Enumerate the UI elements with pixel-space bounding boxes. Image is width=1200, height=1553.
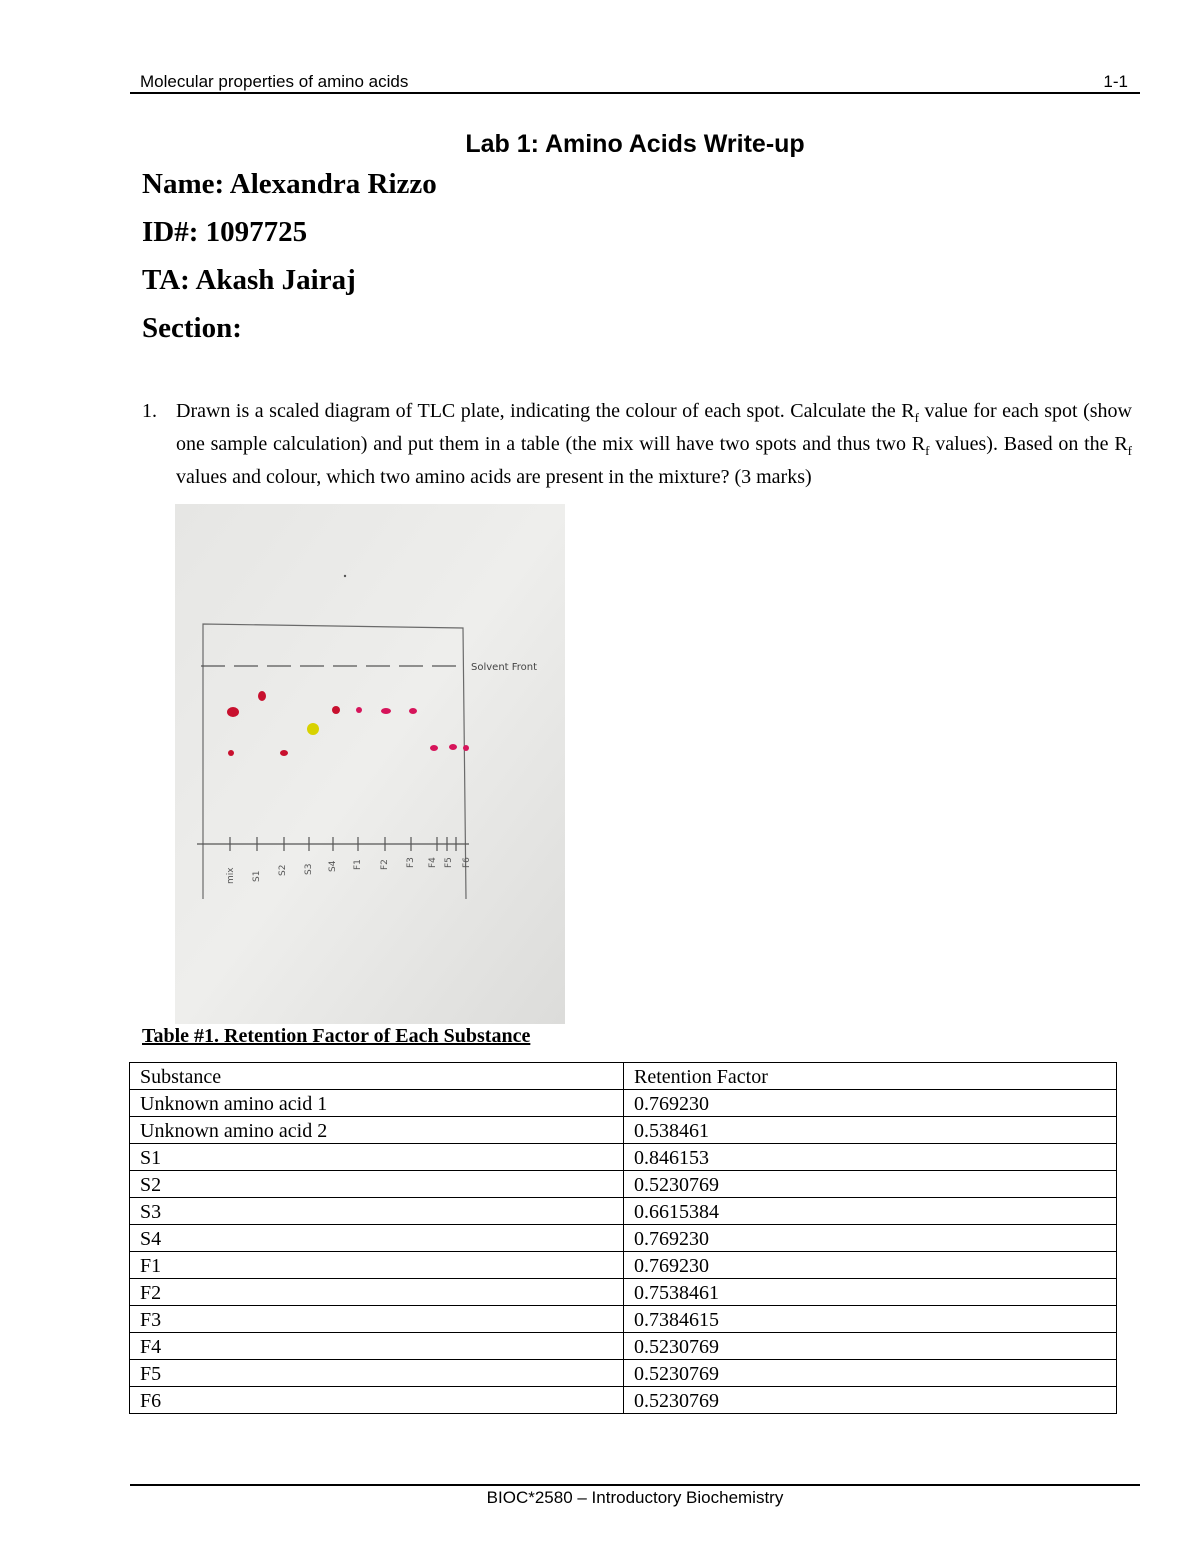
rf-cell: 0.7538461 [624,1279,1117,1306]
rf-cell: 0.7384615 [624,1306,1117,1333]
spot-mix-2 [228,750,234,756]
section-label: Section: [142,312,242,344]
substance-cell: S3 [130,1198,624,1225]
spot-s4 [332,706,340,714]
header-course-topic: Molecular properties of amino acids [140,72,409,91]
spot-f3 [409,708,417,714]
substance-cell: Unknown amino acid 2 [130,1117,624,1144]
table-row [130,1333,1117,1360]
table-row [130,1171,1117,1198]
lane-label-f5: F5 [444,857,454,868]
spot-f4 [430,745,438,751]
spot-f1 [356,707,362,713]
spot-f6 [463,745,469,751]
substance-cell: F3 [130,1306,624,1333]
rf-cell: 0.846153 [624,1144,1117,1171]
lane-label-f6: F6 [462,857,472,868]
lane-label-f3: F3 [406,857,416,868]
question-number: 1. [142,400,157,422]
footer-rule [130,1484,1140,1486]
rf-cell: 0.769230 [624,1225,1117,1252]
lane-label-f2: F2 [380,859,390,870]
question-text: Drawn is a scaled diagram of TLC plate, indicating the colour of each spot. Calculate the $R_f$ value for each spot (show one sample calculation) and put them in a table (the mix will have two spots and thus two $R_f$ values). Based on the $R_f$ values and colour, which two amino acids are present in the mixture? (3 marks) [176,400,1133,488]
student-id: ID#: 1097725 [142,216,308,248]
lane-label-s4: S4 [328,860,338,872]
spot-mix-1 [227,707,239,717]
lane-label-s2: S2 [278,864,288,876]
lane-label-s3: S3 [304,863,314,875]
page-header [130,70,1140,94]
table-row [130,1387,1117,1414]
retention-factor-table [129,1062,1117,1414]
spot-s3 [307,723,319,735]
header-cell-substance: Substance [130,1063,624,1090]
table-row [130,1144,1117,1171]
rf-cell: 0.5230769 [624,1171,1117,1198]
spot-f5 [449,744,457,750]
substance-cell: S1 [130,1144,624,1171]
rf-cell: 0.5230769 [624,1360,1117,1387]
rf-cell: 0.538461 [624,1117,1117,1144]
substance-cell: F4 [130,1333,624,1360]
table-row [130,1279,1117,1306]
lane-label-s1: S1 [252,870,262,882]
document-title: Lab 1: Amino Acids Write-up [465,130,805,158]
table-row [130,1252,1117,1279]
table-row [130,1225,1117,1252]
rf-cell: 0.6615384 [624,1198,1117,1225]
table-row [130,1360,1117,1387]
substance-cell: S4 [130,1225,624,1252]
header-cell-retention-factor: Retention Factor [624,1063,1117,1090]
table-row [130,1090,1117,1117]
tlc-plate-photo [175,504,565,1024]
table-row [130,1306,1117,1333]
substance-cell: F6 [130,1387,624,1414]
substance-cell: F2 [130,1279,624,1306]
table-header-row [130,1063,1117,1090]
spot-s2 [280,750,288,756]
ta-name: TA: Akash Jairaj [142,264,356,296]
substance-cell: S2 [130,1171,624,1198]
substance-cell: F1 [130,1252,624,1279]
substance-cell: F5 [130,1360,624,1387]
lane-label-mix: mix [226,867,236,884]
footer-course-name: BIOC*2580 – Introductory Biochemistry [486,1488,784,1507]
lane-label-f4: F4 [428,857,438,868]
rf-cell: 0.769230 [624,1252,1117,1279]
table-row [130,1198,1117,1225]
spot-s1 [258,691,266,701]
header-page-number: 1-1 [1103,72,1128,91]
spot-f2 [381,708,391,714]
table-caption: Table #1. Retention Factor of Each Substance [142,1025,531,1047]
table-row [130,1117,1117,1144]
paper-background [175,504,565,1024]
rf-cell: 0.5230769 [624,1387,1117,1414]
student-name: Name: Alexandra Rizzo [142,168,437,200]
substance-cell: Unknown amino acid 1 [130,1090,624,1117]
question-1 [142,398,1132,491]
rf-cell: 0.769230 [624,1090,1117,1117]
solvent-front-label: Solvent Front [471,662,538,673]
lane-label-f1: F1 [353,859,363,870]
rf-cell: 0.5230769 [624,1333,1117,1360]
